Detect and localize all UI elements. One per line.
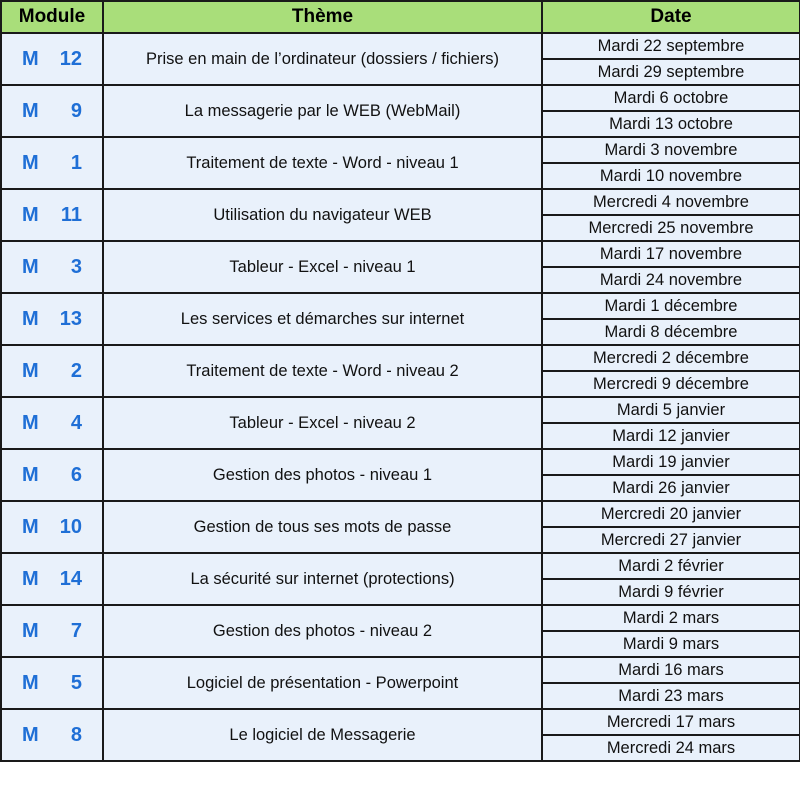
theme-cell: Logiciel de présentation - Powerpoint	[103, 657, 542, 709]
table-row	[1, 293, 800, 319]
table-row	[1, 553, 800, 579]
table-row	[1, 85, 800, 111]
module-letter: M	[22, 151, 39, 174]
module-cell	[1, 553, 103, 605]
date-cell: Mardi 2 février	[542, 553, 800, 579]
date-cell: Mardi 6 octobre	[542, 85, 800, 111]
module-number: 2	[70, 359, 82, 382]
module-number: 10	[59, 515, 82, 538]
date-cell: Mercredi 4 novembre	[542, 189, 800, 215]
module-letter: M	[22, 723, 39, 746]
date-cell: Mardi 9 mars	[542, 631, 800, 657]
module-number: 13	[59, 307, 82, 330]
date-cell: Mardi 3 novembre	[542, 137, 800, 163]
date-cell: Mercredi 2 décembre	[542, 345, 800, 371]
module-cell	[1, 657, 103, 709]
table-row	[1, 241, 800, 267]
module-number: 7	[70, 619, 82, 642]
table-row	[1, 345, 800, 371]
module-cell	[1, 293, 103, 345]
module-letter: M	[22, 671, 39, 694]
module-letter: M	[22, 567, 39, 590]
theme-cell: Prise en main de l’ordinateur (dossiers / fichiers)	[103, 33, 542, 85]
date-cell: Mardi 23 mars	[542, 683, 800, 709]
module-cell	[1, 241, 103, 293]
date-cell: Mardi 17 novembre	[542, 241, 800, 267]
module-letter: M	[22, 203, 39, 226]
module-number: 1	[70, 151, 82, 174]
module-number: 6	[70, 463, 82, 486]
module-cell	[1, 397, 103, 449]
date-cell: Mercredi 25 novembre	[542, 215, 800, 241]
module-cell	[1, 345, 103, 397]
table-row	[1, 501, 800, 527]
module-letter: M	[22, 255, 39, 278]
table-row	[1, 397, 800, 423]
table-row	[1, 709, 800, 735]
theme-cell: Traitement de texte - Word - niveau 2	[103, 345, 542, 397]
date-cell: Mardi 19 janvier	[542, 449, 800, 475]
module-number: 11	[60, 203, 82, 226]
module-cell	[1, 501, 103, 553]
theme-cell: Tableur - Excel - niveau 2	[103, 397, 542, 449]
date-cell: Mercredi 17 mars	[542, 709, 800, 735]
theme-cell: La messagerie par le WEB (WebMail)	[103, 85, 542, 137]
table-row	[1, 449, 800, 475]
table-body	[1, 33, 800, 761]
date-cell: Mardi 13 octobre	[542, 111, 800, 137]
module-cell	[1, 137, 103, 189]
module-cell	[1, 709, 103, 761]
module-cell	[1, 33, 103, 85]
header-date: Date	[542, 1, 800, 33]
date-cell: Mardi 12 janvier	[542, 423, 800, 449]
module-number: 14	[59, 567, 82, 590]
theme-cell: Traitement de texte - Word - niveau 1	[103, 137, 542, 189]
date-cell: Mardi 16 mars	[542, 657, 800, 683]
module-number: 5	[70, 671, 82, 694]
module-cell	[1, 85, 103, 137]
table-header	[1, 1, 800, 33]
date-cell: Mardi 26 janvier	[542, 475, 800, 501]
header-theme: Thème	[103, 1, 542, 33]
module-letter: M	[22, 515, 39, 538]
date-cell: Mardi 8 décembre	[542, 319, 800, 345]
module-number: 9	[70, 99, 82, 122]
module-letter: M	[22, 99, 39, 122]
module-cell	[1, 449, 103, 501]
date-cell: Mercredi 20 janvier	[542, 501, 800, 527]
module-number: 3	[70, 255, 82, 278]
date-cell: Mardi 29 septembre	[542, 59, 800, 85]
theme-cell: Gestion des photos - niveau 2	[103, 605, 542, 657]
module-cell	[1, 605, 103, 657]
header-row	[1, 1, 800, 33]
theme-cell: Gestion des photos - niveau 1	[103, 449, 542, 501]
date-cell: Mardi 24 novembre	[542, 267, 800, 293]
table-row	[1, 657, 800, 683]
date-cell: Mercredi 24 mars	[542, 735, 800, 761]
module-letter: M	[22, 619, 39, 642]
module-letter: M	[22, 359, 39, 382]
theme-cell: Le logiciel de Messagerie	[103, 709, 542, 761]
date-cell: Mardi 9 février	[542, 579, 800, 605]
module-letter: M	[22, 463, 39, 486]
theme-cell: Les services et démarches sur internet	[103, 293, 542, 345]
module-letter: M	[22, 47, 39, 70]
date-cell: Mardi 1 décembre	[542, 293, 800, 319]
table-row	[1, 33, 800, 59]
header-module: Module	[1, 1, 103, 33]
module-number: 4	[70, 411, 82, 434]
module-cell	[1, 189, 103, 241]
date-cell: Mardi 22 septembre	[542, 33, 800, 59]
module-number: 8	[70, 723, 82, 746]
theme-cell: Gestion de tous ses mots de passe	[103, 501, 542, 553]
table-row	[1, 605, 800, 631]
module-letter: M	[22, 307, 39, 330]
theme-cell: Utilisation du navigateur WEB	[103, 189, 542, 241]
module-letter: M	[22, 411, 39, 434]
theme-cell: La sécurité sur internet (protections)	[103, 553, 542, 605]
theme-cell: Tableur - Excel - niveau 1	[103, 241, 542, 293]
table-row	[1, 137, 800, 163]
module-number: 12	[59, 47, 82, 70]
date-cell: Mardi 2 mars	[542, 605, 800, 631]
date-cell: Mercredi 27 janvier	[542, 527, 800, 553]
date-cell: Mardi 10 novembre	[542, 163, 800, 189]
table-row	[1, 189, 800, 215]
date-cell: Mercredi 9 décembre	[542, 371, 800, 397]
date-cell: Mardi 5 janvier	[542, 397, 800, 423]
